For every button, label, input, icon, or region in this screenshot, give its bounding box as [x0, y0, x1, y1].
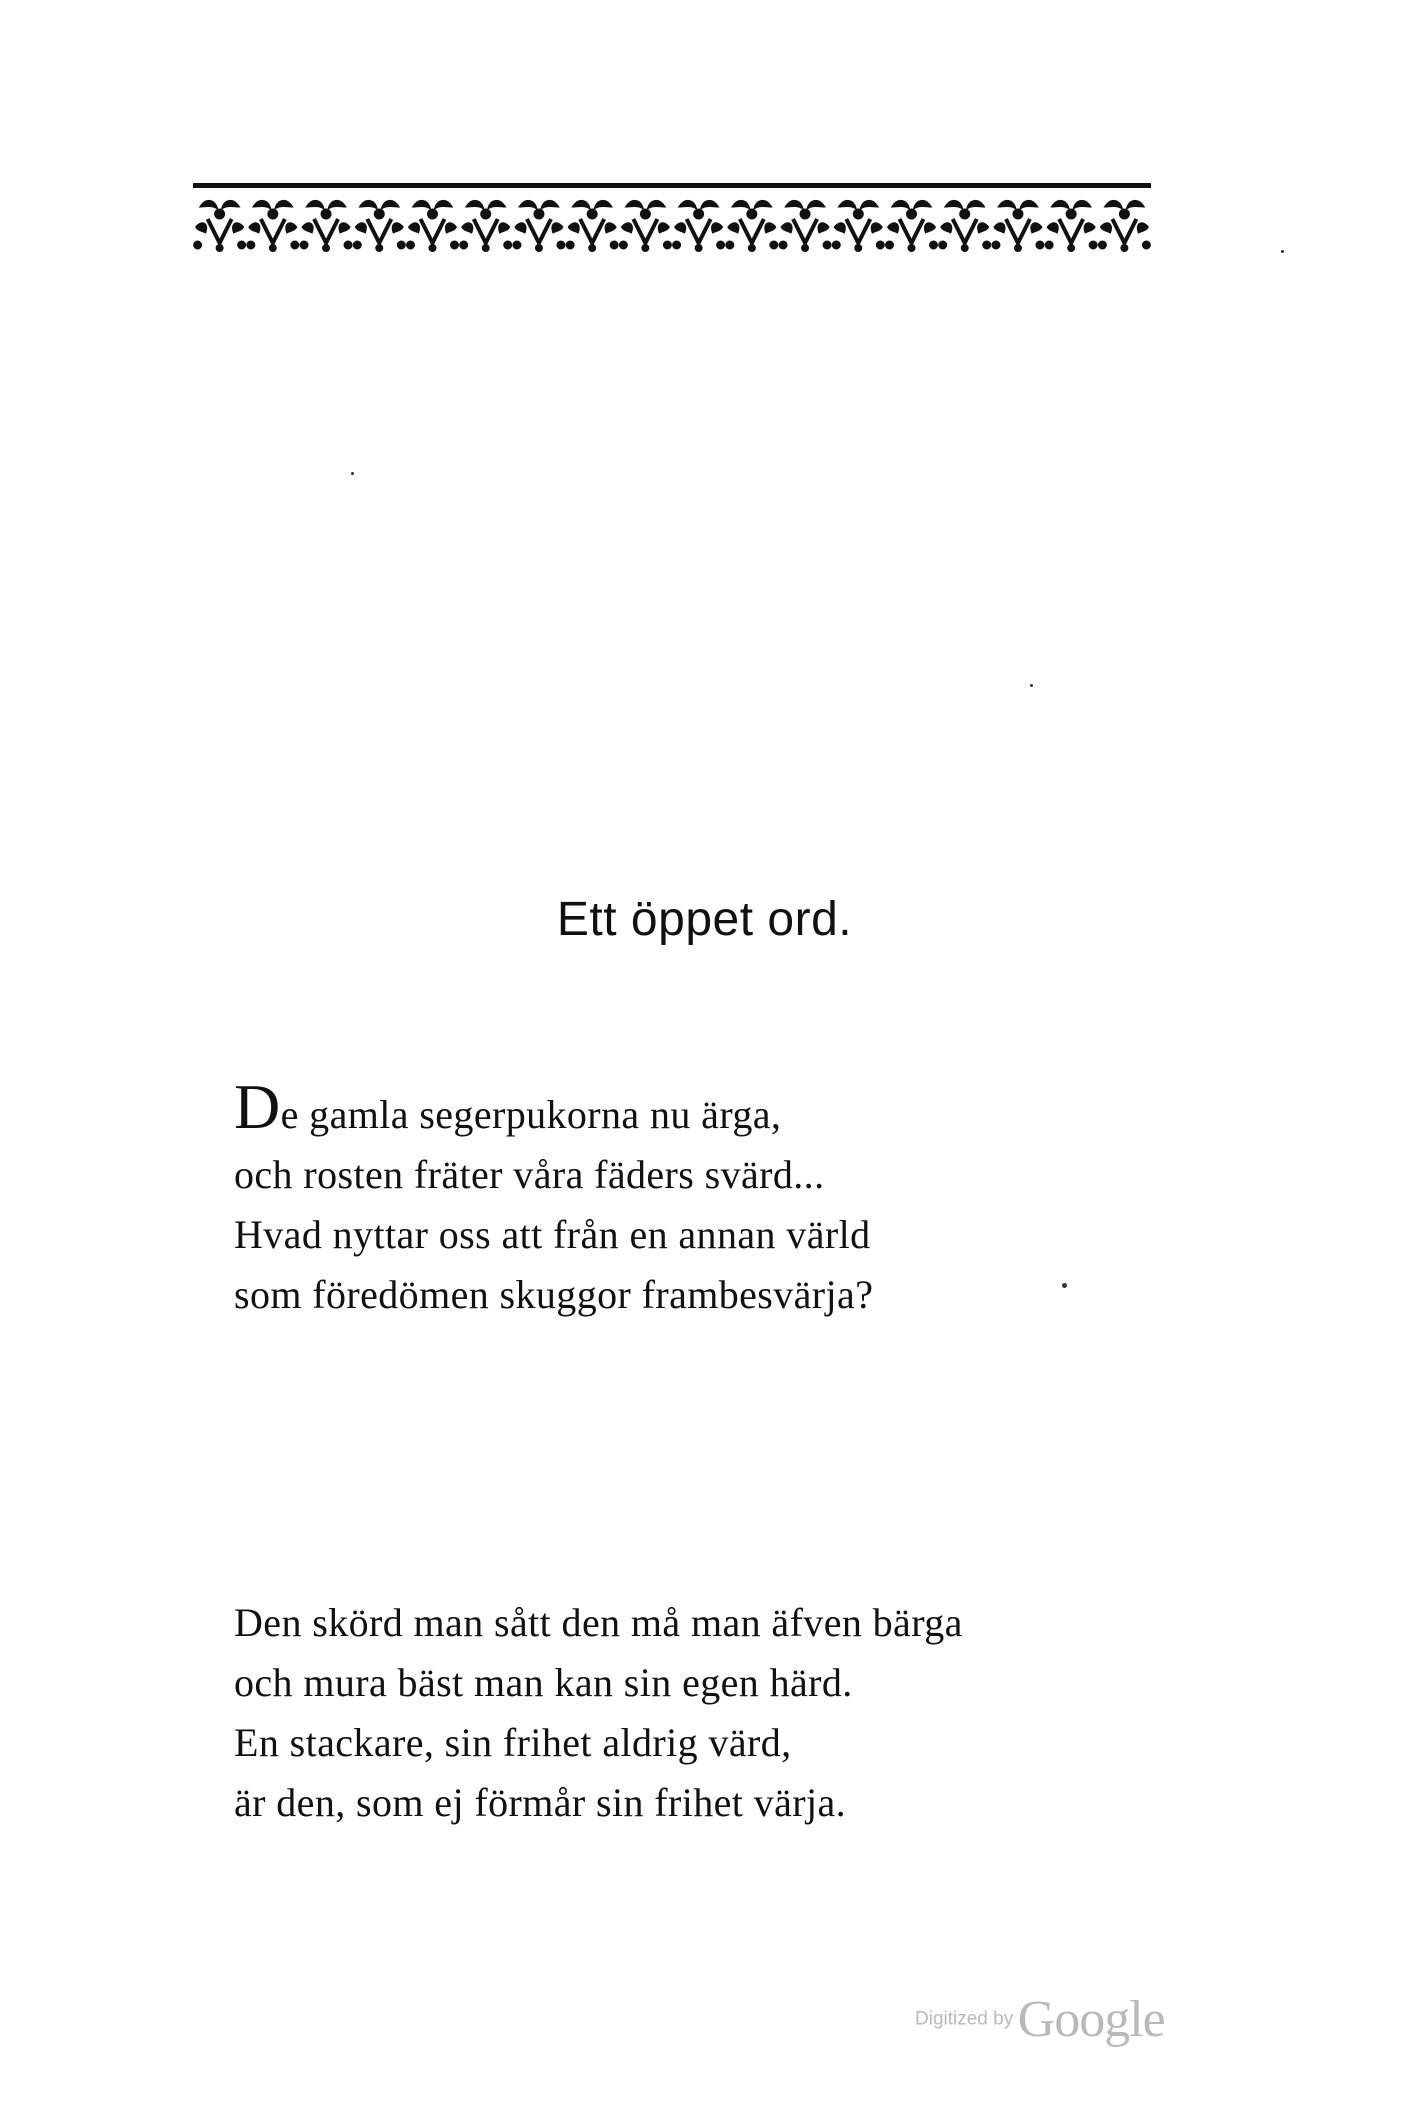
fleuron-icon [300, 200, 352, 251]
fleuron-icon [407, 200, 459, 251]
stanza-line: och mura bäst man kan sin egen härd. [234, 1660, 853, 1705]
paper-speck [351, 472, 354, 475]
fleuron-border [193, 197, 1151, 255]
fleuron-icon [513, 200, 565, 251]
stanza-line: är den, som ej förmår sin frihet värja. [234, 1780, 847, 1825]
digitized-by-text: Digitized by [915, 2008, 1014, 2030]
drop-initial: D [234, 1071, 281, 1142]
fleuron-icon [460, 200, 512, 251]
fleuron-icon [673, 200, 725, 251]
fleuron-icon [353, 200, 405, 251]
decorative-header-ornament [193, 183, 1151, 257]
poem-title: Ett öppet ord. [556, 893, 853, 946]
stanza-line: och rosten fräter våra fäders svärd... [234, 1152, 825, 1197]
paper-speck [1030, 684, 1033, 687]
first-line-text: e gamla segerpukorna nu ärga, [280, 1092, 782, 1137]
paper-speck [1281, 250, 1284, 253]
stanza-line-first [234, 1071, 1234, 1145]
fleuron-icon [1045, 200, 1097, 251]
fleuron-icon [886, 200, 938, 251]
stanza-1 [234, 1071, 1234, 1325]
fleuron-icon [726, 200, 778, 251]
fleuron-icon [247, 200, 299, 251]
ornament-rule [193, 183, 1151, 188]
stanza-line: En stackare, sin frihet aldrig värd, [234, 1720, 792, 1765]
digitized-by-watermark [915, 1990, 1165, 2049]
fleuron-icon [779, 200, 831, 251]
stanza-line: som föredömen skuggor frambesvärja? [234, 1272, 874, 1317]
fleuron-icon [194, 200, 246, 251]
fleuron-icon [939, 200, 991, 251]
stanza-line: Hvad nyttar oss att från en annan värld [234, 1212, 871, 1257]
fleuron-icon [992, 200, 1044, 251]
fleuron-icon [566, 200, 618, 251]
fleuron-icon [619, 200, 671, 251]
fleuron-icon [1098, 200, 1150, 251]
stanza-line: Den skörd man sått den må man äfven bärga [234, 1600, 963, 1645]
stanza-2 [234, 1593, 1234, 1833]
fleuron-icon [832, 200, 884, 251]
google-logo: Google [1017, 1991, 1165, 2048]
